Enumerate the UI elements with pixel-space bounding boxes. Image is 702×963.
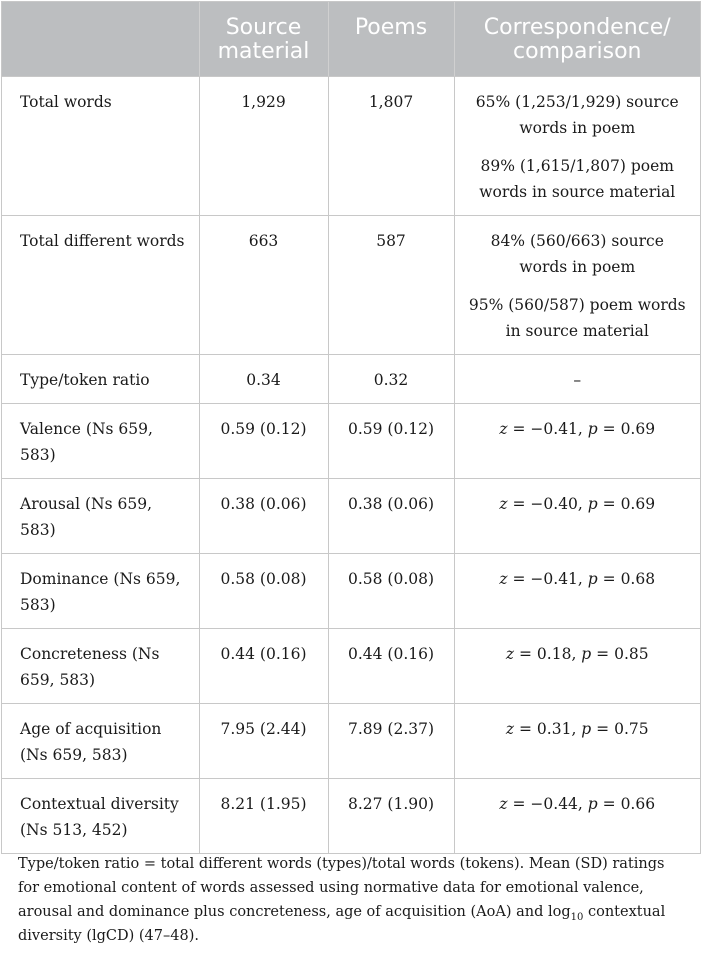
poems-value: 1,807: [328, 77, 454, 216]
comparison-cell: [454, 779, 700, 854]
poems-value: 0.59 (0.12): [328, 404, 454, 479]
row-label: Arousal (Ns 659, 583): [2, 479, 199, 554]
comparison-cell: [454, 704, 700, 779]
data-table: [1, 1, 701, 854]
statistic: z = −0.44, p = 0.66: [499, 795, 656, 813]
comparison-cell: [454, 554, 700, 629]
header-source-material: Source material: [199, 2, 328, 77]
comparison-text: –: [573, 371, 582, 389]
table-row: [2, 355, 700, 404]
source-value: 0.34: [199, 355, 328, 404]
source-value: 663: [199, 216, 328, 355]
statistic: z = −0.41, p = 0.68: [499, 570, 656, 588]
header-correspondence: Correspondence/ comparison: [454, 2, 700, 77]
table-row: [2, 479, 700, 554]
table-row: [2, 554, 700, 629]
comparison-cell: [454, 629, 700, 704]
statistic: z = 0.18, p = 0.85: [505, 645, 649, 663]
source-value: 7.95 (2.44): [199, 704, 328, 779]
source-value: 0.59 (0.12): [199, 404, 328, 479]
statistic: z = −0.41, p = 0.69: [499, 420, 656, 438]
comparison-text: 65% (1,253/1,929) source words in poem: [475, 93, 679, 137]
table-row: [2, 404, 700, 479]
table-header: [2, 2, 700, 77]
comparison-cell: [454, 404, 700, 479]
source-value: 0.58 (0.08): [199, 554, 328, 629]
table-row: [2, 704, 700, 779]
header-empty: [2, 2, 199, 77]
row-label: Total different words: [2, 216, 199, 355]
row-label: Dominance (Ns 659, 583): [2, 554, 199, 629]
row-label: Contextual diversity (Ns 513, 452): [20, 795, 179, 839]
table-footnote: Type/token ratio = total different words (types)/total words (tokens). Mean (SD) ratings for emotional content of words assessed using normative data for emotional valence, arousal and dominance plus concreteness, age of acquisition (AoA) and $\log_{10}$ contextual diversity (lgCD) (47–48).: [18, 856, 666, 944]
statistic: z = 0.31, p = 0.75: [505, 720, 649, 738]
poems-value: 0.44 (0.16): [328, 629, 454, 704]
source-value: 0.38 (0.06): [199, 479, 328, 554]
poems-value: 0.58 (0.08): [328, 554, 454, 629]
poems-value: 0.32: [328, 355, 454, 404]
source-value: 0.44 (0.16): [199, 629, 328, 704]
comparison-text: 89% (1,615/1,807) poem words in source material: [479, 157, 676, 201]
poems-value: 7.89 (2.37): [328, 704, 454, 779]
row-label: Type/token ratio: [2, 355, 199, 404]
table-row: [2, 77, 700, 216]
header-poems: Poems: [328, 2, 454, 77]
comparison-cell: [454, 77, 700, 216]
source-value: 1,929: [199, 77, 328, 216]
comparison-cell: [454, 355, 700, 404]
table-body: [2, 77, 700, 854]
statistic: z = −0.40, p = 0.69: [499, 495, 656, 513]
source-value: 8.21 (1.95): [199, 779, 328, 854]
row-label: Concreteness (Ns 659, 583): [2, 629, 199, 704]
table-row: [2, 216, 700, 355]
row-label: Valence (Ns 659, 583): [2, 404, 199, 479]
comparison-cell: [454, 216, 700, 355]
table-row: [2, 779, 700, 854]
poems-value: 0.38 (0.06): [328, 479, 454, 554]
comparison-text: 84% (560/663) source words in poem: [490, 232, 664, 276]
comparison-text: 95% (560/587) poem words in source material: [468, 296, 686, 340]
poems-value: 587: [328, 216, 454, 355]
poems-value: 8.27 (1.90): [328, 779, 454, 854]
row-label: Total words: [2, 77, 199, 216]
row-label: Age of acquisition (Ns 659, 583): [2, 704, 199, 779]
table-row: [2, 629, 700, 704]
comparison-cell: [454, 479, 700, 554]
